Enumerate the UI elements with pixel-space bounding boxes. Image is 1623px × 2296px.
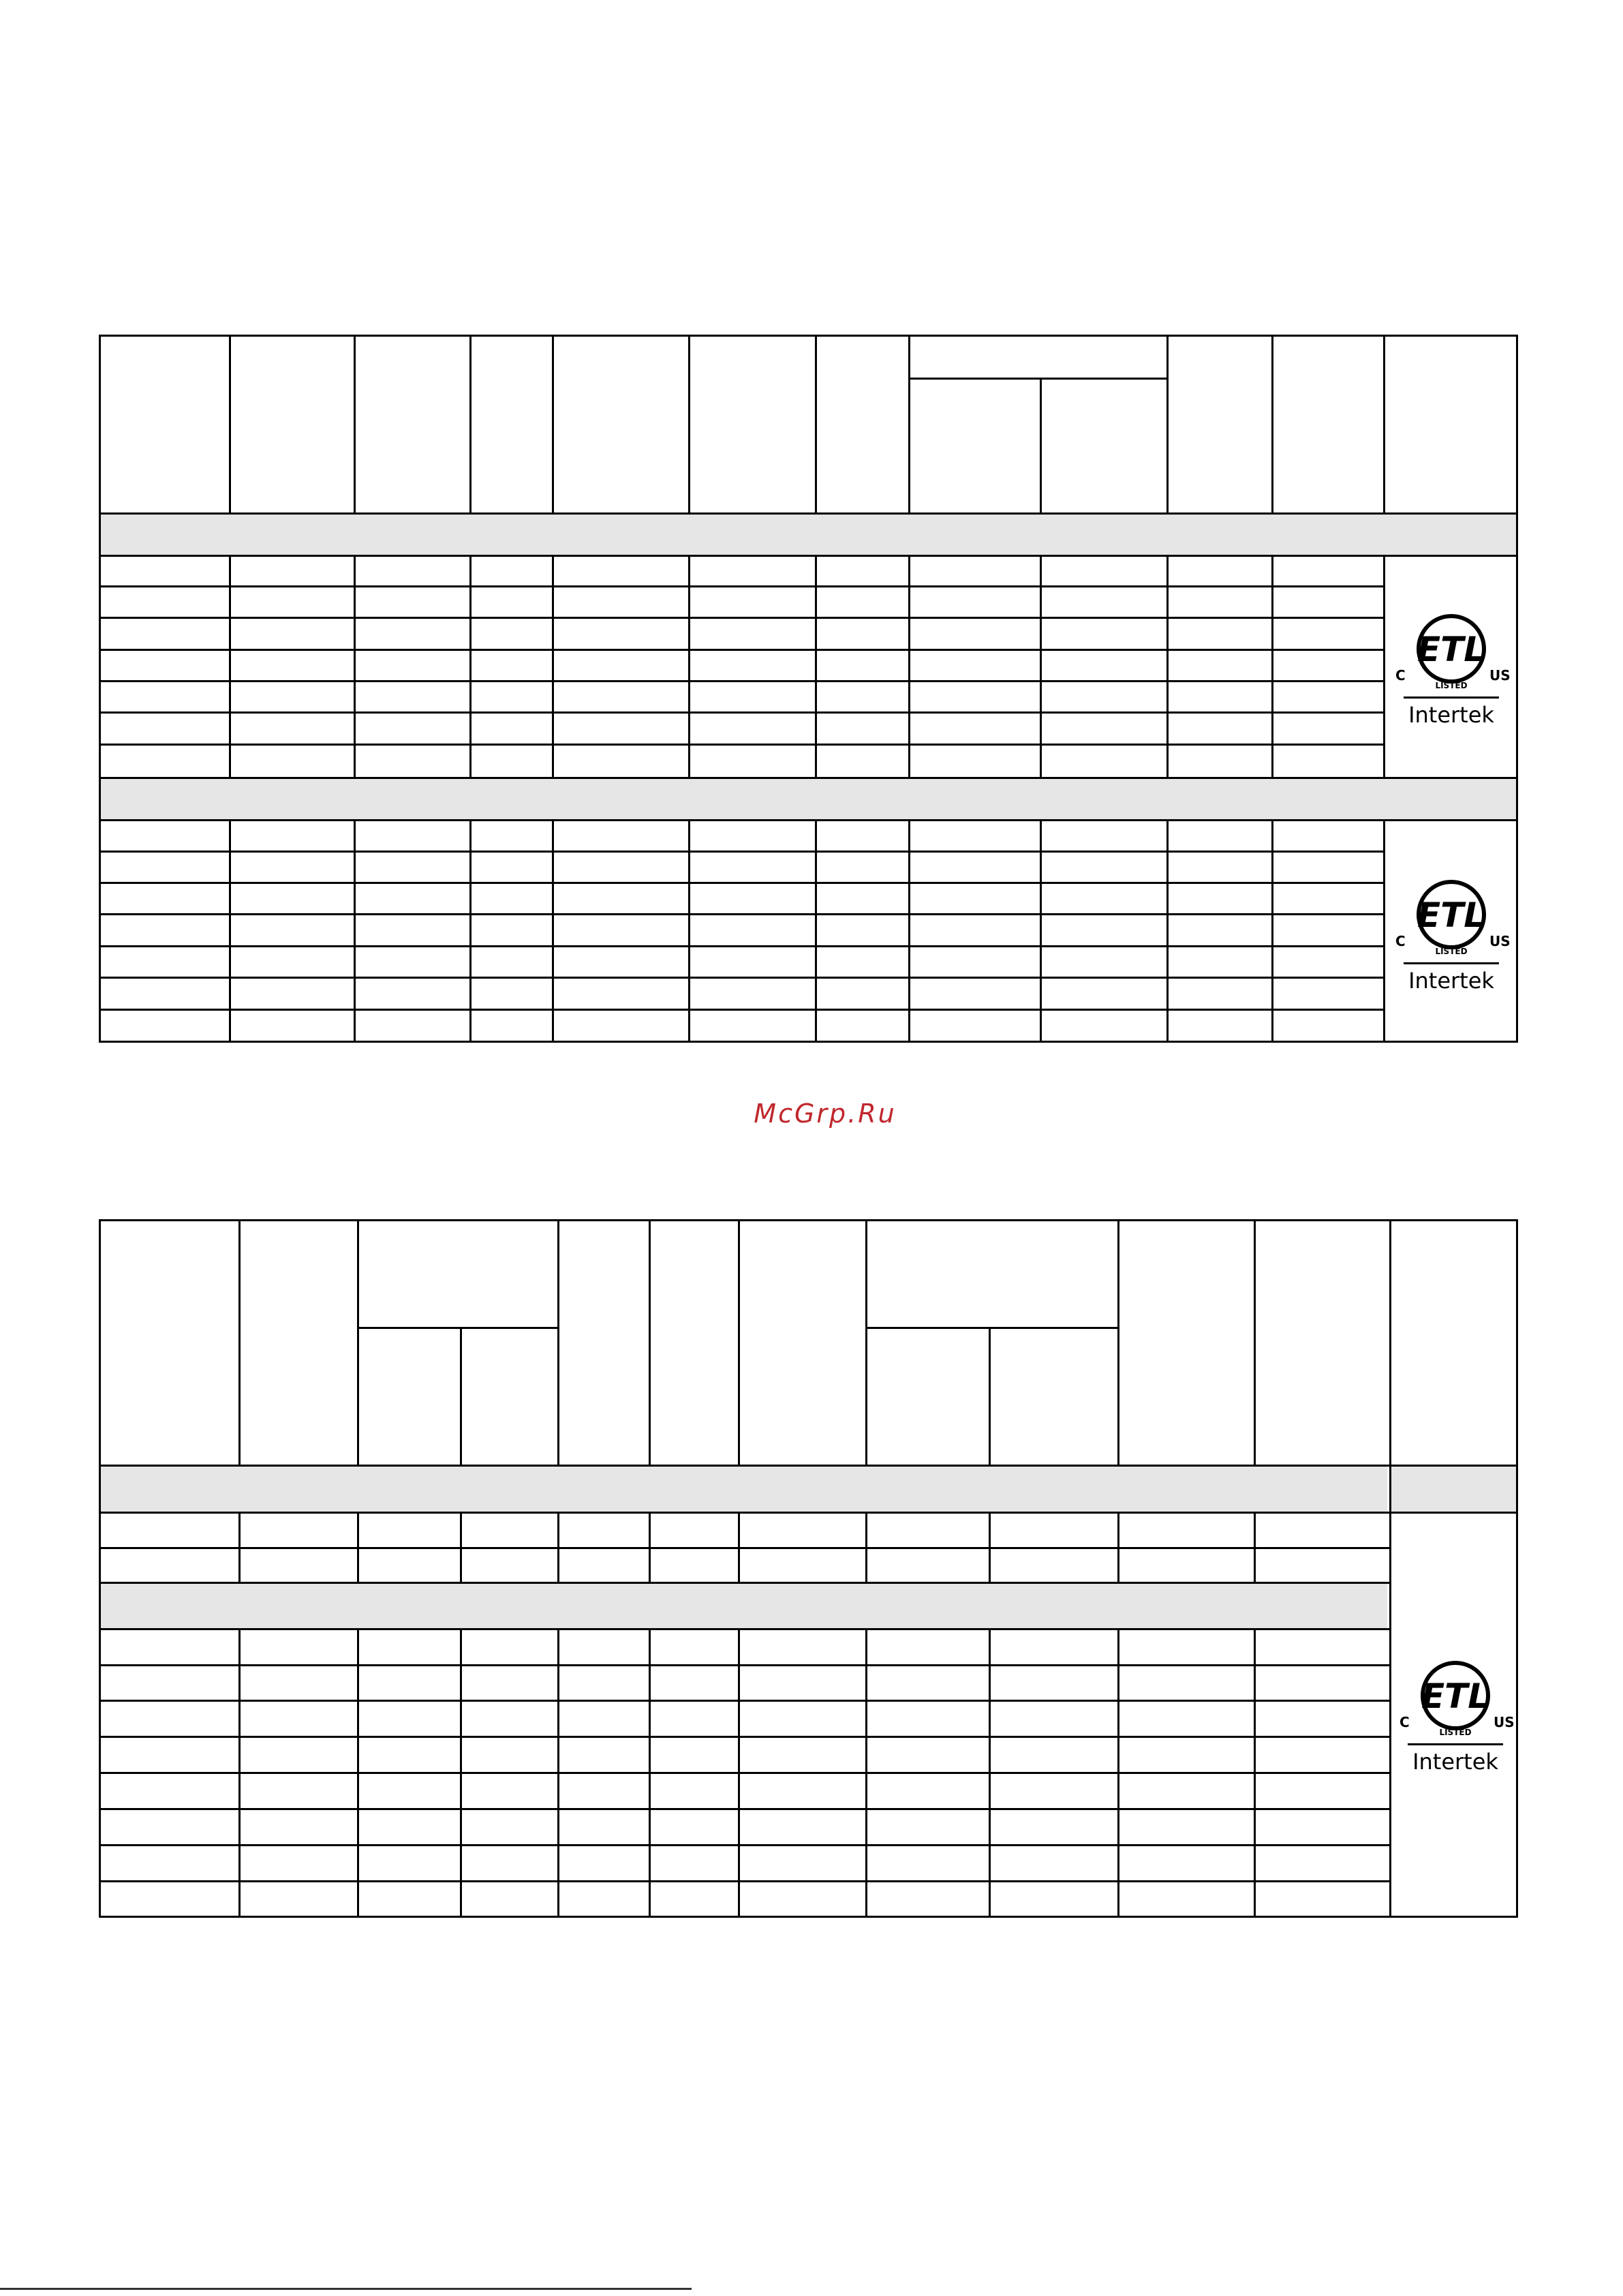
table-bottom bbox=[99, 1219, 1518, 1918]
svg-text:C: C bbox=[1395, 933, 1406, 949]
etl-intertek-logo bbox=[1394, 1660, 1517, 1783]
svg-text:US: US bbox=[1489, 933, 1511, 949]
column-divider bbox=[1117, 1219, 1119, 1467]
column-divider bbox=[649, 1219, 651, 1467]
section-band bbox=[101, 779, 1516, 819]
column-divider bbox=[552, 335, 554, 515]
column-divider bbox=[908, 335, 910, 515]
row-divider bbox=[99, 1582, 1391, 1584]
etl-intertek-logo bbox=[1390, 879, 1513, 1002]
row-divider bbox=[99, 1700, 1391, 1702]
row-divider bbox=[99, 680, 1385, 682]
row-divider bbox=[99, 744, 1385, 746]
row-divider bbox=[99, 882, 1385, 884]
header-subrule bbox=[908, 378, 1169, 380]
svg-text:Intertek: Intertek bbox=[1408, 702, 1494, 728]
column-divider bbox=[354, 335, 356, 515]
watermark-text: McGrp.Ru bbox=[754, 1099, 897, 1129]
row-divider bbox=[99, 617, 1385, 619]
etl-intertek-logo bbox=[1390, 613, 1513, 736]
row-divider bbox=[99, 1009, 1385, 1011]
row-divider bbox=[99, 1664, 1391, 1666]
svg-text:LISTED: LISTED bbox=[1435, 947, 1468, 956]
svg-text:C: C bbox=[1395, 667, 1406, 684]
row-divider bbox=[99, 1628, 1391, 1630]
svg-text:US: US bbox=[1489, 667, 1511, 684]
row-divider bbox=[99, 1512, 1518, 1514]
section-band bbox=[1391, 1467, 1516, 1512]
svg-text:Intertek: Intertek bbox=[1408, 968, 1494, 994]
header-subrule bbox=[357, 1327, 559, 1329]
svg-text:LISTED: LISTED bbox=[1435, 681, 1468, 690]
section-band bbox=[101, 1467, 1387, 1512]
row-divider bbox=[99, 1808, 1391, 1810]
svg-text:LISTED: LISTED bbox=[1439, 1728, 1472, 1737]
row-divider bbox=[99, 977, 1385, 979]
row-divider bbox=[99, 1465, 1518, 1467]
table-top bbox=[99, 335, 1518, 1043]
column-divider bbox=[989, 1327, 991, 1467]
column-divider bbox=[815, 335, 817, 515]
svg-text:ETL: ETL bbox=[1417, 896, 1486, 935]
row-divider bbox=[99, 1880, 1391, 1882]
section-band bbox=[101, 515, 1516, 555]
svg-text:ETL: ETL bbox=[1417, 630, 1486, 669]
section-band bbox=[101, 1584, 1387, 1628]
row-divider bbox=[99, 819, 1518, 821]
column-divider bbox=[865, 1219, 867, 1467]
column-divider bbox=[1254, 1219, 1256, 1467]
svg-text:C: C bbox=[1400, 1714, 1410, 1730]
row-divider bbox=[99, 711, 1385, 714]
column-divider bbox=[229, 335, 231, 515]
row-divider bbox=[99, 945, 1385, 947]
row-divider bbox=[99, 649, 1385, 651]
column-divider bbox=[238, 1219, 241, 1467]
column-divider bbox=[460, 1327, 462, 1467]
row-divider bbox=[99, 555, 1518, 557]
row-divider bbox=[99, 585, 1385, 587]
row-divider bbox=[99, 1772, 1391, 1774]
column-divider bbox=[1166, 335, 1169, 515]
svg-text:ETL: ETL bbox=[1421, 1677, 1490, 1716]
row-divider bbox=[99, 777, 1518, 779]
svg-text:Intertek: Intertek bbox=[1412, 1749, 1498, 1775]
row-divider bbox=[99, 1844, 1391, 1846]
column-divider bbox=[469, 335, 472, 515]
column-divider bbox=[1271, 335, 1273, 515]
column-divider bbox=[688, 335, 690, 515]
footer-rule bbox=[0, 2288, 692, 2290]
row-divider bbox=[99, 512, 1518, 515]
column-divider bbox=[738, 1219, 740, 1467]
column-divider bbox=[1389, 1219, 1391, 1918]
column-divider bbox=[1383, 335, 1385, 515]
header-subrule bbox=[865, 1327, 1119, 1329]
row-divider bbox=[99, 851, 1385, 853]
column-divider bbox=[357, 1219, 359, 1467]
row-divider bbox=[99, 913, 1385, 915]
column-divider bbox=[1040, 378, 1042, 515]
column-divider bbox=[557, 1219, 559, 1467]
row-divider bbox=[99, 1736, 1391, 1738]
row-divider bbox=[99, 1547, 1391, 1549]
svg-text:US: US bbox=[1494, 1714, 1515, 1730]
